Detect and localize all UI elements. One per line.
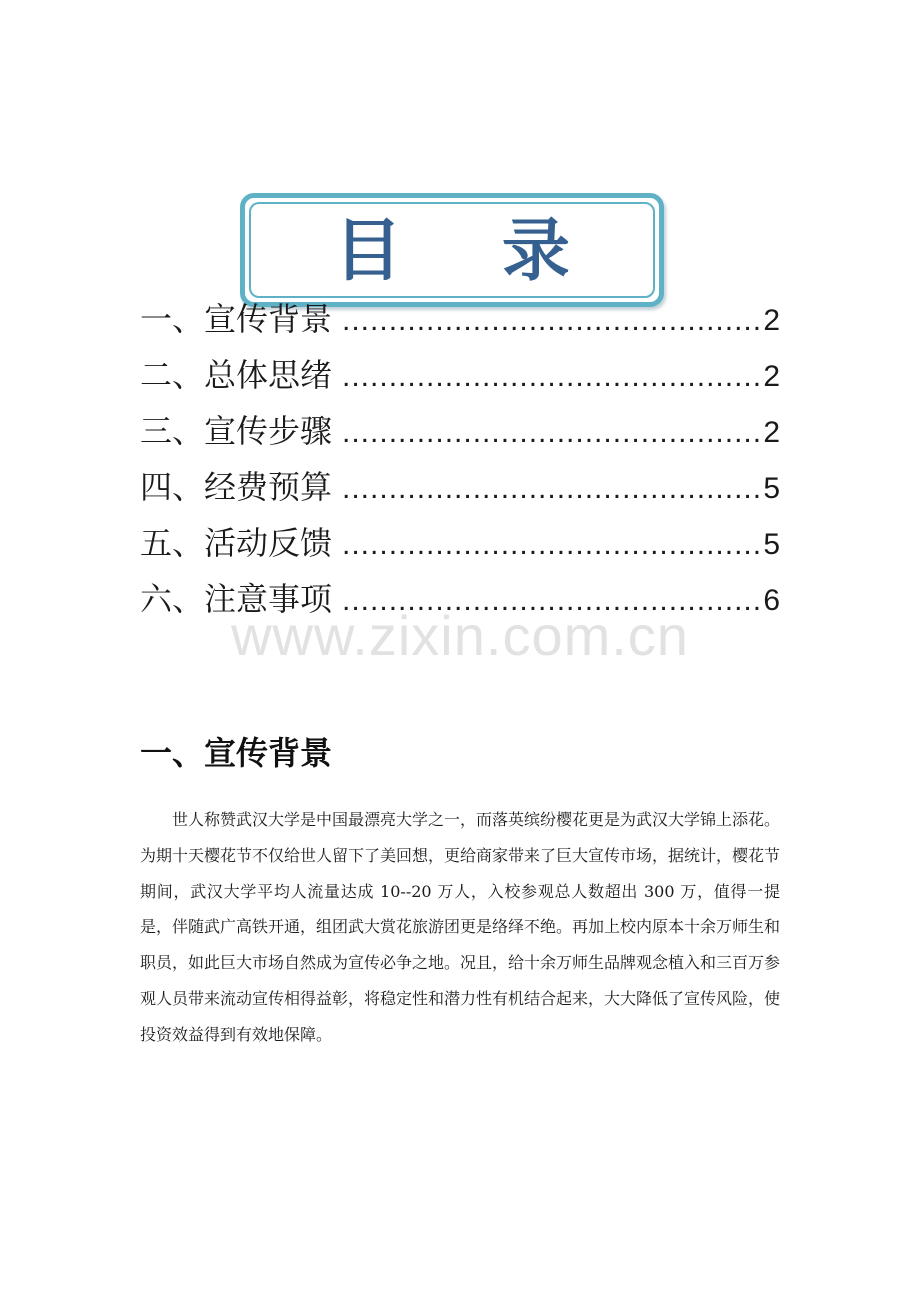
toc-entry-label: 五、活动反馈 — [140, 524, 333, 562]
section-heading: 一、宣传背景 — [140, 734, 333, 772]
toc-entry-label: 三、宣传步骤 — [140, 412, 333, 450]
toc-entry-label: 二、总体思绪 — [140, 356, 333, 394]
table-of-contents — [140, 291, 780, 627]
toc-entry-1[interactable] — [140, 291, 780, 347]
toc-entry-label: 一、宣传背景 — [140, 300, 333, 338]
toc-title: 目 录 — [334, 211, 608, 291]
toc-title-frame — [240, 193, 664, 307]
toc-entry-page: 5 — [763, 472, 780, 505]
body-paragraph: 世人称赞武汉大学是中国最漂亮大学之一，而落英缤纷樱花更是为武汉大学锦上添花。为期十天樱花节不仅给世人留下了美回想，更给商家带来了巨大宣传市场，据统计，樱花节期间，武汉大学平均人流量达成 10--20 万人，入校参观总人数超出 300 万，值得一提是，伴随武广高铁开通，组团武大赏花旅游团更是络绎不绝。再加上校内原本十余万师生和职员，如此巨大市场自然成为宣传必争之地。况且，给十余万师生品牌观念植入和三百万参观人员带来流动宣传相得益彰，将稳定性和潜力性有机结合起来，大大降低了宣传风险，使投资效益得到有效地保障。 — [140, 810, 781, 1044]
toc-entry-3[interactable] — [140, 403, 780, 459]
toc-entry-page: 2 — [763, 360, 780, 393]
toc-entry-page: 2 — [763, 304, 780, 337]
toc-leader-dots — [342, 461, 759, 517]
toc-leader-dots — [342, 293, 759, 349]
toc-entry-4[interactable] — [140, 459, 780, 515]
toc-entry-2[interactable] — [140, 347, 780, 403]
toc-entry-5[interactable] — [140, 515, 780, 571]
toc-leader-dots — [342, 405, 759, 461]
toc-entry-page: 2 — [763, 416, 780, 449]
toc-entry-page: 5 — [763, 528, 780, 561]
watermark: www.zixin.com.cn — [231, 604, 689, 667]
toc-entry-page: 6 — [763, 584, 780, 617]
toc-entry-label: 四、经费预算 — [140, 468, 333, 506]
toc-leader-dots — [342, 349, 759, 405]
toc-entry-label: 六、注意事项 — [140, 580, 333, 618]
toc-leader-dots — [342, 517, 759, 573]
